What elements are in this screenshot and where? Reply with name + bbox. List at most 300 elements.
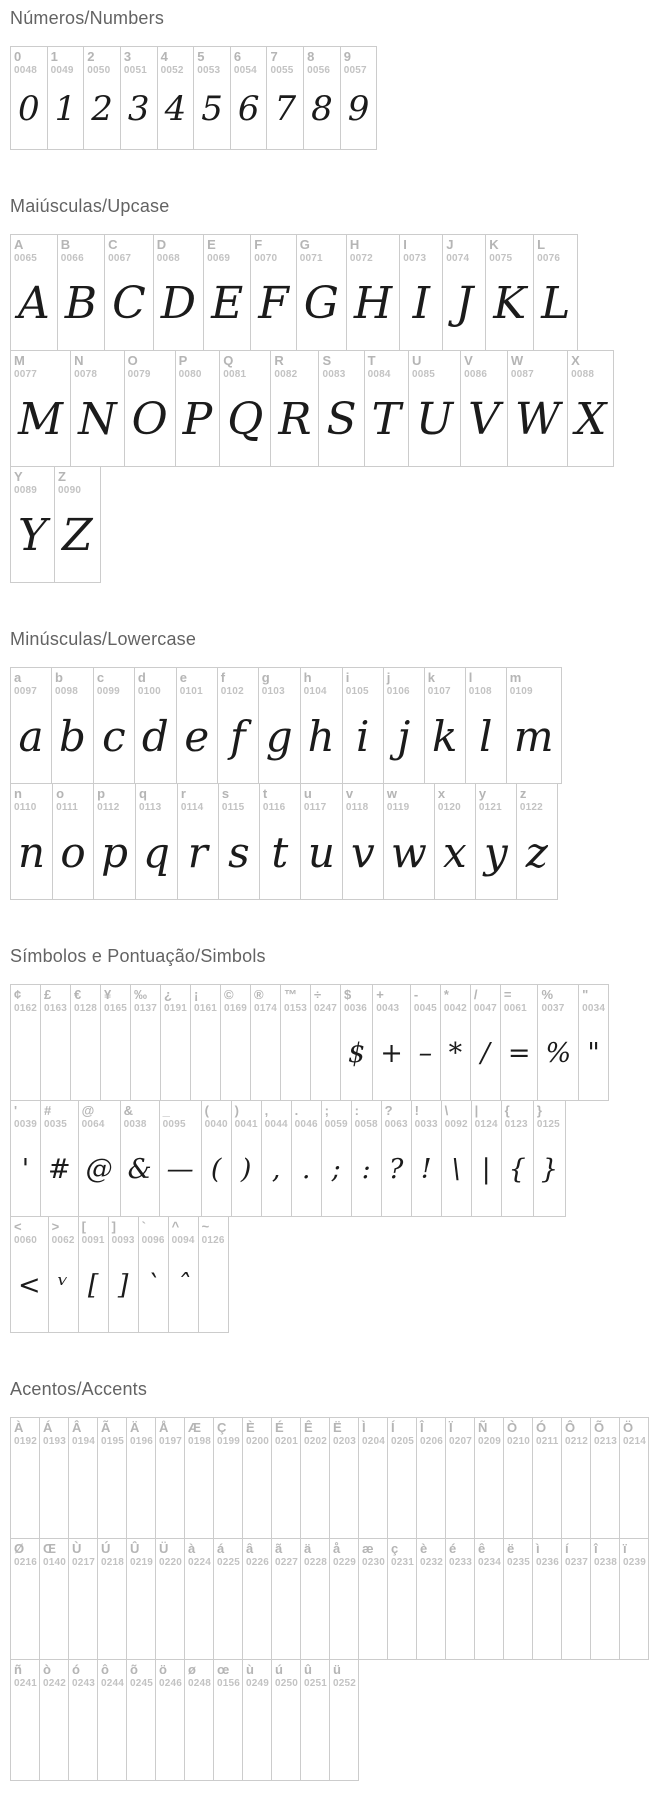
glyph-char-label: B — [60, 237, 71, 252]
glyph-preview: K — [493, 278, 527, 329]
section-title: Números/Numbers — [10, 8, 165, 28]
glyph-code-label: 0161 — [194, 1003, 218, 1014]
glyph-cell — [296, 234, 347, 351]
glyph-sections-container — [10, 8, 653, 1781]
glyph-char-label: í — [565, 1541, 569, 1556]
glyph-preview — [11, 1569, 39, 1659]
glyph-preview — [98, 1569, 126, 1659]
glyph-char-label: ! — [414, 1103, 420, 1118]
glyph-preview — [330, 1448, 358, 1538]
glyph-cell — [10, 984, 41, 1101]
glyph-code-label: 0078 — [74, 369, 98, 380]
glyph-code-label: 0248 — [188, 1678, 212, 1689]
glyph-code-label: 0047 — [473, 1003, 497, 1014]
glyph-preview — [161, 1015, 190, 1100]
glyph-char-label: b — [55, 670, 63, 685]
glyph-preview: d — [141, 712, 169, 761]
glyph-code-label: 0107 — [427, 686, 451, 697]
glyph-char-label: ó — [72, 1662, 80, 1677]
glyph-preview: p — [101, 828, 128, 877]
glyph-cell — [270, 350, 319, 467]
glyph-preview: C — [112, 278, 146, 329]
glyph-char-label: q — [138, 786, 147, 801]
glyph-char-label: v — [345, 786, 354, 801]
glyph-cell — [120, 46, 158, 150]
glyph-code-label: 0058 — [354, 1119, 378, 1130]
glyph-preview — [330, 1569, 358, 1659]
glyph-char-label: ¥ — [104, 987, 112, 1002]
glyph-code-label: 0212 — [565, 1436, 589, 1447]
glyph-cell — [590, 1417, 620, 1539]
glyph-preview — [11, 1690, 39, 1780]
glyph-cell — [507, 350, 568, 467]
glyph-preview — [562, 1569, 590, 1659]
glyph-grid — [10, 234, 653, 583]
glyph-code-label: 0193 — [43, 1436, 67, 1447]
glyph-preview: | — [481, 1154, 491, 1185]
glyph-code-label: 0063 — [384, 1119, 408, 1130]
glyph-code-label: 0156 — [217, 1678, 241, 1689]
glyph-code-label: 0093 — [111, 1235, 135, 1246]
glyph-char-label: ; — [324, 1103, 330, 1118]
glyph-code-label: 0236 — [536, 1557, 560, 1568]
glyph-code-label: 0067 — [108, 253, 132, 264]
glyph-preview: ˆ — [176, 1270, 190, 1301]
glyph-code-label: 0210 — [507, 1436, 531, 1447]
glyph-preview — [359, 1448, 387, 1538]
glyph-cell — [358, 1417, 388, 1539]
glyph-char-label: I — [403, 237, 407, 252]
glyph-cell — [567, 350, 614, 467]
glyph-char-label: Ú — [101, 1541, 111, 1556]
glyph-preview: Y — [18, 510, 48, 561]
glyph-char-label: ' — [14, 1103, 18, 1118]
glyph-preview: r — [187, 828, 208, 877]
section-title: Maiúsculas/Upcase — [10, 196, 170, 216]
glyph-char-label: Z — [58, 469, 66, 484]
glyph-char-label: Ï — [449, 1420, 453, 1435]
glyph-preview: w — [390, 828, 427, 877]
glyph-code-label: 0214 — [623, 1436, 647, 1447]
glyph-cell — [271, 1417, 301, 1539]
glyph-code-label: 0059 — [324, 1119, 348, 1130]
glyph-code-label: 0115 — [221, 802, 245, 813]
glyph-char-label: ® — [254, 987, 264, 1002]
section-title: Minúsculas/Lowercase — [10, 629, 197, 649]
glyph-preview — [11, 1448, 39, 1538]
glyph-char-label: ä — [304, 1541, 312, 1556]
glyph-char-label: ( — [204, 1103, 210, 1118]
glyph-code-label: 0114 — [180, 802, 204, 813]
glyph-preview: F — [258, 278, 289, 329]
glyph-preview: t — [271, 828, 289, 877]
glyph-preview — [620, 1448, 648, 1538]
glyph-char-label: ù — [246, 1662, 254, 1677]
glyph-cell — [501, 1100, 534, 1217]
glyph-preview: – — [418, 1038, 433, 1069]
glyph-preview — [69, 1690, 97, 1780]
glyph-code-label: 0197 — [159, 1436, 183, 1447]
glyph-cell — [346, 234, 400, 351]
glyph-cell — [68, 1659, 98, 1781]
glyph-cell — [10, 1417, 40, 1539]
glyph-cell — [470, 984, 501, 1101]
glyph-preview: @ — [85, 1154, 113, 1185]
glyph-cell — [500, 984, 539, 1101]
glyph-char-label: . — [294, 1103, 299, 1118]
glyph-char-label: Ù — [72, 1541, 82, 1556]
glyph-cell — [474, 1417, 504, 1539]
glyph-preview: Z — [62, 510, 93, 561]
glyph-char-label: Á — [43, 1420, 53, 1435]
glyph-char-label: e — [179, 670, 188, 685]
glyph-char-label: € — [74, 987, 82, 1002]
glyph-char-label: Ñ — [478, 1420, 488, 1435]
glyph-cell — [329, 1659, 359, 1781]
glyph-cell — [219, 350, 271, 467]
glyph-code-label: 0052 — [160, 65, 184, 76]
glyph-char-label: ç — [391, 1541, 399, 1556]
glyph-cell — [533, 1100, 566, 1217]
glyph-preview — [417, 1448, 445, 1538]
section-title: Símbolos e Pontuação/Simbols — [10, 946, 266, 966]
glyph-code-label: 0140 — [43, 1557, 67, 1568]
glyph-code-label: 0229 — [333, 1557, 357, 1568]
glyph-char-label: @ — [81, 1103, 95, 1118]
glyph-preview — [40, 1569, 68, 1659]
glyph-preview: ? — [388, 1154, 404, 1185]
glyph-char-label: - — [413, 987, 419, 1002]
glyph-char-label: Ã — [101, 1420, 111, 1435]
glyph-cell — [503, 1538, 533, 1660]
glyph-code-label: 0092 — [444, 1119, 468, 1130]
glyph-char-label: á — [217, 1541, 225, 1556]
glyph-preview: # — [48, 1154, 71, 1185]
glyph-char-label: ë — [507, 1541, 515, 1556]
glyph-cell — [445, 1417, 475, 1539]
glyph-code-label: 0099 — [96, 686, 120, 697]
glyph-char-label: K — [489, 237, 499, 252]
glyph-code-label: 0125 — [536, 1119, 560, 1130]
glyph-code-label: 0126 — [201, 1235, 225, 1246]
glyph-preview: S — [326, 394, 357, 445]
glyph-char-label: g — [261, 670, 270, 685]
glyph-char-label: 0 — [14, 49, 22, 64]
glyph-code-label: 0074 — [446, 253, 470, 264]
glyph-preview — [301, 1690, 329, 1780]
glyph-char-label: Ö — [623, 1420, 634, 1435]
glyph-cell — [250, 234, 297, 351]
glyph-code-label: 0117 — [303, 802, 327, 813]
glyph-preview: 8 — [311, 89, 333, 129]
glyph-char-label: © — [224, 987, 234, 1002]
glyph-char-label: l — [468, 670, 473, 685]
glyph-char-label: 4 — [160, 49, 168, 64]
glyph-char-label: H — [349, 237, 360, 252]
glyph-cell — [126, 1659, 156, 1781]
glyph-code-label: 0045 — [413, 1003, 437, 1014]
glyph-preview — [214, 1690, 242, 1780]
glyph-cell — [442, 234, 486, 351]
glyph-char-label: ¿ — [164, 987, 172, 1002]
glyph-char-label: ñ — [14, 1662, 22, 1677]
glyph-cell — [372, 984, 411, 1101]
glyph-row — [11, 466, 653, 583]
glyph-grid — [10, 667, 653, 900]
glyph-char-label: À — [14, 1420, 24, 1435]
glyph-code-label: 0036 — [344, 1003, 368, 1014]
glyph-cell — [271, 1538, 301, 1660]
glyph-preview: l — [479, 712, 493, 761]
glyph-preview: x — [443, 828, 467, 877]
glyph-code-label: 0238 — [594, 1557, 618, 1568]
glyph-cell — [68, 1538, 98, 1660]
glyph-preview: 0 — [18, 89, 40, 129]
glyph-code-label: 0162 — [14, 1003, 38, 1014]
glyph-preview: W — [514, 394, 561, 445]
glyph-cell — [474, 1538, 504, 1660]
glyph-preview — [417, 1569, 445, 1659]
glyph-char-label: % — [541, 987, 553, 1002]
glyph-preview: H — [353, 278, 393, 329]
glyph-preview — [446, 1569, 474, 1659]
glyph-char-label: Ä — [130, 1420, 140, 1435]
glyph-cell — [358, 1538, 388, 1660]
glyph-preview — [185, 1569, 213, 1659]
glyph-code-label: 0041 — [234, 1119, 258, 1130]
glyph-char-label: V — [464, 353, 473, 368]
glyph-code-label: 0081 — [223, 369, 247, 380]
glyph-char-label: a — [14, 670, 22, 685]
glyph-code-label: 0071 — [299, 253, 323, 264]
glyph-cell — [52, 783, 94, 900]
glyph-char-label: 5 — [197, 49, 205, 64]
glyph-char-label: _ — [162, 1103, 170, 1118]
glyph-preview: e — [184, 712, 210, 761]
glyph-char-label: t — [262, 786, 268, 801]
glyph-char-label: à — [188, 1541, 196, 1556]
glyph-code-label: 0054 — [233, 65, 257, 76]
glyph-code-label: 0072 — [349, 253, 373, 264]
glyph-preview: ; — [331, 1154, 341, 1185]
glyph-char-label: ÷ — [314, 987, 322, 1002]
glyph-cell — [342, 783, 384, 900]
glyph-cell — [533, 234, 578, 351]
glyph-code-label: 0097 — [14, 686, 38, 697]
glyph-code-label: 0206 — [420, 1436, 444, 1447]
glyph-code-label: 0191 — [164, 1003, 188, 1014]
glyph-cell — [318, 350, 364, 467]
glyph-code-label: 0111 — [56, 802, 79, 813]
glyph-code-label: 0232 — [420, 1557, 444, 1568]
glyph-preview: m — [513, 712, 554, 761]
glyph-char-label: Æ — [188, 1420, 201, 1435]
glyph-preview — [504, 1569, 532, 1659]
glyph-char-label: d — [137, 670, 146, 685]
glyph-code-label: 0051 — [123, 65, 147, 76]
glyph-preview: < — [18, 1270, 41, 1301]
glyph-cell — [416, 1538, 446, 1660]
glyph-code-label: 0094 — [171, 1235, 195, 1246]
glyph-code-label: 0089 — [14, 485, 38, 496]
glyph-cell — [155, 1659, 185, 1781]
glyph-char-label: [ — [81, 1219, 86, 1234]
glyph-code-label: 0049 — [50, 65, 74, 76]
glyph-code-label: 0056 — [307, 65, 331, 76]
glyph-cell — [10, 350, 71, 467]
glyph-cell — [39, 1417, 69, 1539]
glyph-preview: , — [271, 1154, 281, 1185]
glyph-char-label: R — [274, 353, 284, 368]
glyph-code-label: 0087 — [510, 369, 534, 380]
glyph-preview — [40, 1690, 68, 1780]
glyph-char-label: Ì — [362, 1420, 366, 1435]
glyph-code-label: 0061 — [503, 1003, 527, 1014]
glyph-char-label: $ — [344, 987, 352, 1002]
glyph-cell — [135, 783, 178, 900]
glyph-preview: ! — [420, 1154, 432, 1185]
glyph-preview: U — [415, 394, 454, 445]
glyph-preview: ] — [117, 1270, 129, 1301]
glyph-code-label: 0110 — [14, 802, 37, 813]
section-symbols — [10, 946, 653, 1333]
glyph-preview: & — [127, 1154, 152, 1185]
glyph-cell — [218, 783, 260, 900]
glyph-preview: 3 — [127, 89, 150, 129]
glyph-code-label: 0113 — [138, 802, 162, 813]
glyph-cell — [383, 667, 425, 784]
glyph-preview: T — [371, 394, 401, 445]
glyph-char-label: ^ — [171, 1219, 180, 1234]
glyph-preview — [199, 1247, 228, 1332]
glyph-char-label: ã — [275, 1541, 283, 1556]
glyph-code-label: 0122 — [519, 802, 543, 813]
glyph-cell — [134, 667, 177, 784]
glyph-char-label: ì — [536, 1541, 540, 1556]
glyph-char-label: & — [123, 1103, 134, 1118]
glyph-preview — [41, 1015, 70, 1100]
glyph-preview: B — [64, 278, 98, 329]
glyph-preview — [301, 1448, 329, 1538]
glyph-char-label: Ò — [507, 1420, 518, 1435]
glyph-char-label: ü — [333, 1662, 341, 1677]
glyph-cell — [39, 1659, 69, 1781]
glyph-code-label: 0123 — [504, 1119, 528, 1130]
glyph-grid — [10, 984, 653, 1333]
glyph-code-label: 0105 — [345, 686, 369, 697]
glyph-cell — [321, 1100, 352, 1217]
glyph-cell — [440, 984, 471, 1101]
glyph-char-label: p — [97, 786, 106, 801]
glyph-cell — [78, 1216, 109, 1333]
glyph-preview: ( — [210, 1154, 222, 1185]
glyph-cell — [329, 1417, 359, 1539]
glyph-char-label: æ — [362, 1541, 374, 1556]
glyph-char-label: ú — [275, 1662, 283, 1677]
glyph-code-label: 0070 — [254, 253, 278, 264]
glyph-char-label: ™ — [284, 987, 297, 1002]
glyph-row — [11, 984, 653, 1101]
glyph-cell — [68, 1417, 98, 1539]
glyph-code-label: 0227 — [275, 1557, 299, 1568]
glyph-char-label: L — [537, 237, 546, 252]
glyph-code-label: 0224 — [188, 1557, 212, 1568]
glyph-code-label: 0057 — [343, 65, 367, 76]
glyph-cell — [259, 783, 301, 900]
glyph-char-label: A — [14, 237, 24, 252]
glyph-cell — [408, 350, 461, 467]
glyph-cell — [104, 234, 154, 351]
glyph-char-label: o — [56, 786, 65, 801]
glyph-preview — [71, 1015, 100, 1100]
glyph-row — [11, 783, 653, 900]
glyph-cell — [242, 1417, 272, 1539]
glyph-preview — [243, 1569, 271, 1659]
glyph-preview — [214, 1569, 242, 1659]
glyph-code-label: 0088 — [571, 369, 595, 380]
glyph-cell — [434, 783, 476, 900]
glyph-row — [11, 1659, 653, 1781]
glyph-cell — [213, 1538, 243, 1660]
glyph-code-label: 0198 — [188, 1436, 212, 1447]
glyph-code-label: 0048 — [14, 65, 38, 76]
glyph-char-label: M — [14, 353, 25, 368]
glyph-preview: 4 — [164, 89, 187, 129]
glyph-char-label: c — [96, 670, 105, 685]
glyph-cell — [176, 667, 218, 784]
glyph-char-label: É — [275, 1420, 284, 1435]
glyph-preview: 9 — [347, 89, 370, 129]
glyph-char-label: û — [304, 1662, 312, 1677]
glyph-char-label: ò — [43, 1662, 51, 1677]
glyph-code-label: 0250 — [275, 1678, 299, 1689]
glyph-char-label: ö — [159, 1662, 167, 1677]
glyph-preview: u — [307, 828, 335, 877]
glyph-code-label: 0196 — [130, 1436, 154, 1447]
glyph-preview: ' — [21, 1154, 30, 1185]
glyph-char-label: ¢ — [14, 987, 22, 1002]
glyph-preview: \ — [451, 1154, 461, 1185]
glyph-cell — [261, 1100, 292, 1217]
glyph-char-label: | — [474, 1103, 479, 1118]
glyph-cell — [291, 1100, 322, 1217]
glyph-cell — [250, 984, 281, 1101]
glyph-code-label: 0203 — [333, 1436, 357, 1447]
glyph-cell — [120, 1100, 160, 1217]
glyph-cell — [203, 234, 251, 351]
glyph-cell — [54, 466, 101, 583]
glyph-preview: h — [307, 712, 335, 761]
glyph-cell — [445, 1538, 475, 1660]
glyph-preview — [243, 1448, 271, 1538]
glyph-cell — [10, 783, 53, 900]
glyph-preview: N — [78, 394, 117, 445]
glyph-preview — [127, 1448, 155, 1538]
glyph-preview: % — [545, 1038, 572, 1069]
glyph-cell — [387, 1538, 417, 1660]
glyph-char-label: Â — [72, 1420, 82, 1435]
glyph-preview — [272, 1569, 300, 1659]
glyph-cell — [78, 1100, 121, 1217]
glyph-code-label: 0042 — [443, 1003, 467, 1014]
glyph-preview — [156, 1569, 184, 1659]
glyph-preview: L — [541, 278, 571, 329]
glyph-preview — [11, 1015, 40, 1100]
glyph-preview: $ — [348, 1038, 366, 1069]
glyph-char-label: G — [299, 237, 310, 252]
glyph-code-label: 0037 — [541, 1003, 565, 1014]
glyph-char-label: Í — [391, 1420, 395, 1435]
